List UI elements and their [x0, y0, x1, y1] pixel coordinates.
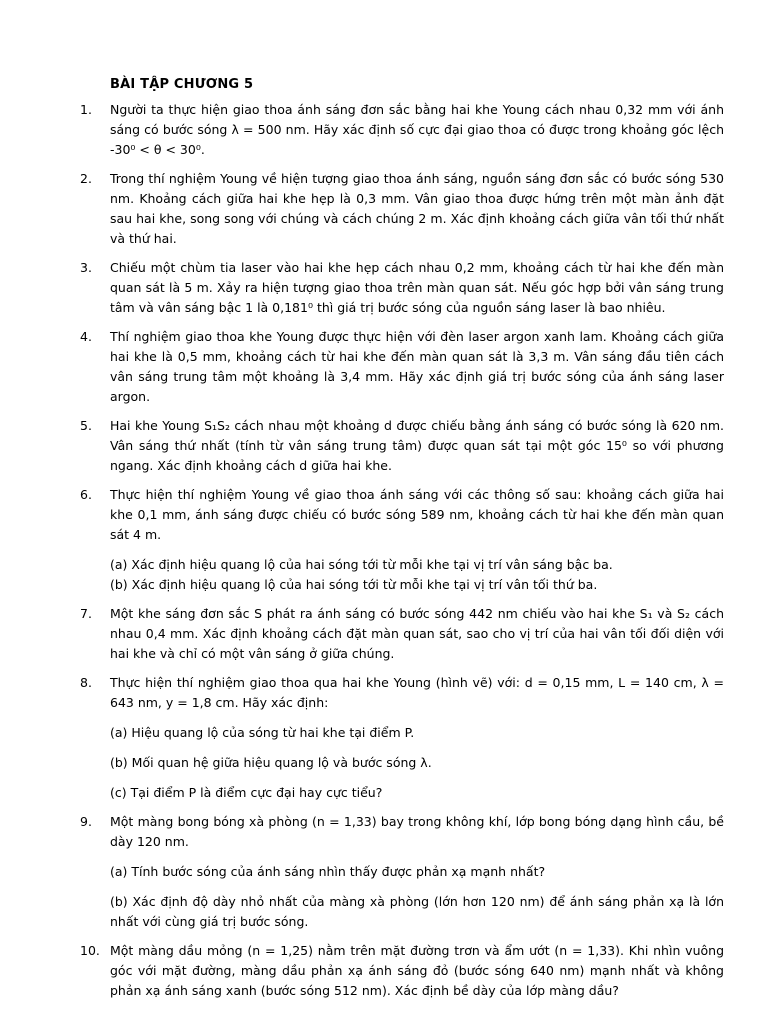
exercise-2	[0, 169, 768, 249]
exercise-number: 2.	[80, 171, 92, 186]
exercise-text: Hai khe Young S₁S₂ cách nhau một khoảng d được chiếu bằng ánh sáng có bước sóng là 620 nm. Vân sáng thứ nhất (tính từ vân sáng trung tâm) được quan sát tại một góc 15⁰ so với phương ngang. Xác định khoảng cách d giữa hai khe.	[110, 418, 724, 473]
exercise-6	[0, 485, 768, 595]
sub-question-b: (b) Xác định hiệu quang lộ của hai sóng tới từ mỗi khe tại vị trí vân tối thứ ba.	[110, 577, 598, 592]
exercise-text: Chiếu một chùm tia laser vào hai khe hẹp cách nhau 0,2 mm, khoảng cách từ hai khe đến màn quan sát là 5 m. Xảy ra hiện tượng giao thoa trên màn quan sát. Nếu góc hợp bởi vân sáng trung tâm và vân sáng bậc 1 là 0,181⁰ thì giá trị bước sóng của nguồn sáng laser là bao nhiêu.	[110, 260, 724, 315]
exercise-text: Người ta thực hiện giao thoa ánh sáng đơn sắc bằng hai khe Young cách nhau 0,32 mm với ánh sáng có bước sóng λ = 500 nm. Hãy xác định số cực đại giao thoa có được trong khoảng góc lệch -30⁰ < θ < 30⁰.	[110, 102, 724, 157]
exercise-list	[0, 100, 768, 1010]
exercise-text: Một màng dầu mỏng (n = 1,25) nằm trên mặt đường trơn và ẩm ướt (n = 1,33). Khi nhìn vuông góc với mặt đường, màng dầu phản xạ ánh sáng đỏ (bước sóng 640 nm) mạnh nhất và không phản xạ ánh sáng xanh (bước sóng 512 nm). Xác định bề dày của lớp màng dầu?	[110, 943, 724, 998]
exercise-text: Thực hiện thí nghiệm giao thoa qua hai khe Young (hình vẽ) với: d = 0,15 mm, L = 140 cm, λ = 643 nm, y = 1,8 cm. Hãy xác định:	[110, 675, 724, 710]
exercise-text: Trong thí nghiệm Young về hiện tượng giao thoa ánh sáng, nguồn sáng đơn sắc có bước sóng 530 nm. Khoảng cách giữa hai khe hẹp là 0,3 mm. Vân giao thoa được hứng trên một màn ảnh đặt sau hai khe, song song với chúng và cách chúng 2 m. Xác định khoảng cách giữa vân tối thứ nhất và thứ hai.	[110, 171, 724, 246]
exercise-number: 10.	[80, 943, 100, 958]
exercise-number: 7.	[80, 606, 92, 621]
exercise-3	[0, 258, 768, 318]
sub-question-a: (a) Xác định hiệu quang lộ của hai sóng tới từ mỗi khe tại vị trí vân sáng bậc ba.	[110, 557, 613, 572]
exercise-number: 4.	[80, 329, 92, 344]
exercise-number: 3.	[80, 260, 92, 275]
sub-question-b: (b) Mối quan hệ giữa hiệu quang lộ và bước sóng λ.	[110, 755, 432, 770]
exercise-number: 5.	[80, 418, 92, 433]
exercise-9	[0, 812, 768, 932]
sub-question-b: (b) Xác định độ dày nhỏ nhất của màng xà phòng (lớn hơn 120 nm) để ánh sáng phản xạ là lớn nhất với cùng giá trị bước sóng.	[110, 894, 724, 929]
exercise-1	[0, 100, 768, 160]
exercise-10	[0, 941, 768, 1001]
exercise-text: Một màng bong bóng xà phòng (n = 1,33) bay trong không khí, lớp bong bóng dạng hình cầu, bề dày 120 nm.	[110, 814, 724, 849]
exercise-number: 1.	[80, 102, 92, 117]
page-title: BÀI TẬP CHƯƠNG 5	[110, 77, 254, 92]
sub-question-c: (c) Tại điểm P là điểm cực đại hay cực tiểu?	[110, 785, 383, 800]
exercise-text: Thí nghiệm giao thoa khe Young được thực hiện với đèn laser argon xanh lam. Khoảng cách giữa hai khe là 0,5 mm, khoảng cách từ hai khe đến màn quan sát là 3,3 m. Vân sáng đầu tiên cách vân sáng trung tâm một khoảng là 3,4 mm. Hãy xác định giá trị bước sóng của ánh sáng laser argon.	[110, 329, 724, 404]
exercise-text: Một khe sáng đơn sắc S phát ra ánh sáng có bước sóng 442 nm chiếu vào hai khe S₁ và S₂ cách nhau 0,4 mm. Xác định khoảng cách đặt màn quan sát, sao cho vị trí của hai vân tối đối diện với hai khe và chỉ có một vân sáng ở giữa chúng.	[110, 606, 724, 661]
sub-question-a: (a) Tính bước sóng của ánh sáng nhìn thấy được phản xạ mạnh nhất?	[110, 864, 546, 879]
exercise-number: 9.	[80, 814, 92, 829]
exercise-8	[0, 673, 768, 803]
sub-question-a: (a) Hiệu quang lộ của sóng từ hai khe tại điểm P.	[110, 725, 415, 740]
exercise-5	[0, 416, 768, 476]
exercise-4	[0, 327, 768, 407]
exercise-7	[0, 604, 768, 664]
exercise-number: 8.	[80, 675, 92, 690]
exercise-text: Thực hiện thí nghiệm Young về giao thoa ánh sáng với các thông số sau: khoảng cách giữa hai khe 0,1 mm, ánh sáng được chiếu có bước sóng 589 nm, khoảng cách từ hai khe đến màn quan sát 4 m.	[110, 487, 724, 542]
exercise-number: 6.	[80, 487, 92, 502]
